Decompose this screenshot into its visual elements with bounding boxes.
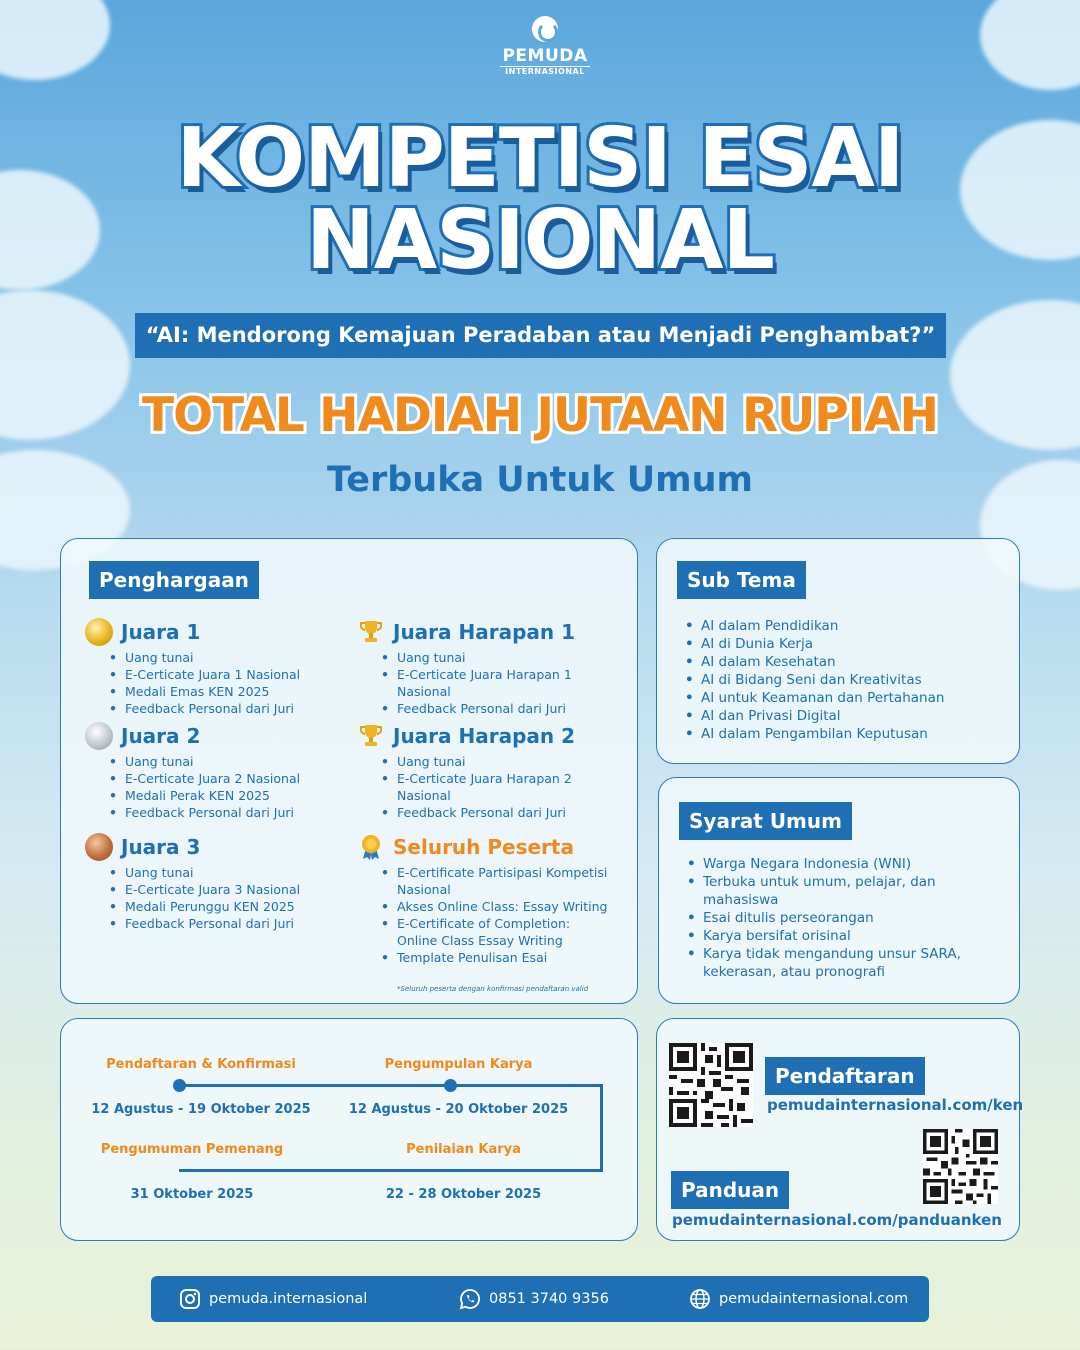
list-item: • Uang tunai: [379, 753, 609, 770]
list-item: • Terbuka untuk umum, pelajar, dan mahasiswa: [687, 873, 987, 909]
timeline-line: [600, 1084, 603, 1172]
list-item: • Karya bersifat orisinal: [687, 927, 987, 945]
globe-icon: [689, 1288, 711, 1310]
list-item: • E-Certicate Juara 2 Nasional: [107, 770, 345, 787]
trophy-icon: [357, 722, 385, 750]
links-card: [656, 1018, 1024, 1241]
timeline-step-label: Pengumuman Pemenang: [100, 1142, 284, 1157]
timeline-line: [179, 1084, 603, 1087]
list-item: • AI dalam Pengambilan Keputusan: [685, 725, 1005, 743]
registration-qr-code[interactable]: [669, 1043, 753, 1127]
list-item: • Uang tunai: [107, 649, 345, 666]
gold-medal-icon: [85, 618, 113, 646]
contact-footer: [151, 1276, 929, 1322]
list-item: • Medali Perak KEN 2025: [107, 787, 345, 804]
list-item: • Uang tunai: [107, 753, 345, 770]
list-item: • Uang tunai: [107, 864, 345, 881]
list-item: • Esai ditulis perseorangan: [687, 909, 987, 927]
awards-heading: Penghargaan: [89, 561, 259, 599]
guide-qr-code[interactable]: [923, 1129, 998, 1204]
list-item: • Karya tidak mengandung unsur SARA, kekerasan, atau pronografi: [687, 945, 987, 981]
silver-medal-icon: [85, 722, 113, 750]
award-title: Juara 2: [121, 724, 201, 748]
award-title: Juara Harapan 1: [393, 620, 576, 644]
list-item: • Medali Emas KEN 2025: [107, 683, 345, 700]
phone-contact[interactable]: [459, 1276, 609, 1322]
subtheme-heading: Sub Tema: [677, 561, 806, 599]
award-seluruh-peserta: [357, 832, 617, 966]
timeline-step-date: 31 Oktober 2025: [130, 1187, 254, 1202]
page-title-line2: NASIONAL: [306, 193, 774, 288]
award-title: Juara 1: [121, 620, 201, 644]
timeline-step-label: Pengumpulan Karya: [384, 1057, 533, 1072]
requirements-card: [658, 777, 1020, 1004]
list-item: • Feedback Personal dari Juri: [107, 915, 345, 932]
award-title: Juara Harapan 2: [393, 724, 576, 748]
list-item: • AI dan Privasi Digital: [685, 707, 1005, 725]
timeline-dot: [173, 1079, 186, 1092]
cloud-decoration: [0, 0, 110, 80]
list-item: • E-Certificate of Completion: Online Class Essay Writing: [379, 915, 609, 949]
instagram-contact[interactable]: [179, 1276, 367, 1322]
timeline-step-date: 12 Agustus - 20 Oktober 2025: [348, 1102, 569, 1117]
cloud-decoration: [980, 0, 1080, 90]
subtheme-card: [656, 538, 1020, 764]
timeline-card: [60, 1018, 638, 1241]
list-item: • Medali Perunggu KEN 2025: [107, 898, 345, 915]
list-item: • Feedback Personal dari Juri: [107, 700, 345, 717]
whatsapp-icon: [459, 1288, 481, 1310]
list-item: • AI dalam Kesehatan: [685, 653, 1005, 671]
award-harapan-1: [357, 617, 617, 717]
award-juara-1: [85, 617, 345, 717]
guide-label: Panduan: [671, 1171, 789, 1209]
timeline-step-label: Penilaian Karya: [406, 1142, 521, 1157]
list-item: • Feedback Personal dari Juri: [379, 700, 609, 717]
list-item: • AI di Bidang Seni dan Kreativitas: [685, 671, 1005, 689]
page-title-line1: KOMPETISI ESAI: [176, 111, 904, 206]
list-item: • E-Certicate Juara 3 Nasional: [107, 881, 345, 898]
award-juara-3: [85, 832, 345, 932]
theme-quote-banner: “AI: Mendorong Kemajuan Peradaban atau Menjadi Penghambat?”: [135, 313, 946, 358]
list-item: • E-Certicate Juara Harapan 1 Nasional: [379, 666, 609, 700]
timeline-step-date: 12 Agustus - 19 Oktober 2025: [91, 1102, 311, 1117]
bronze-medal-icon: [85, 833, 113, 861]
prize-headline: TOTAL HADIAH JUTAAN RUPIAH: [142, 388, 938, 443]
timeline-dot: [444, 1079, 457, 1092]
phone-number: 0851 3740 9356: [489, 1291, 609, 1307]
registration-link[interactable]: pemudainternasional.com/ken: [767, 1096, 1024, 1114]
brand-logo: [500, 16, 590, 76]
list-item: • AI di Dunia Kerja: [685, 635, 1005, 653]
website-url: pemudainternasional.com: [719, 1291, 909, 1307]
guide-link[interactable]: pemudainternasional.com/panduanken: [672, 1211, 1002, 1229]
timeline-step-date: 22 - 28 Oktober 2025: [385, 1187, 542, 1202]
list-item: • Uang tunai: [379, 649, 609, 666]
list-item: • Feedback Personal dari Juri: [379, 804, 609, 821]
award-harapan-2: [357, 721, 617, 821]
list-item: • Feedback Personal dari Juri: [107, 804, 345, 821]
brand-name: PEMUDA: [502, 46, 588, 66]
awards-footnote: *Seluruh peserta dengan konfirmasi pendaftaran valid: [397, 985, 589, 993]
trophy-icon: [357, 618, 385, 646]
award-title: Seluruh Peserta: [393, 835, 574, 859]
list-item: • Akses Online Class: Essay Writing: [379, 898, 609, 915]
list-item: • Warga Negara Indonesia (WNI): [687, 855, 987, 873]
website-contact[interactable]: [689, 1276, 908, 1322]
list-item: • E-Certificate Partisipasi Kompetisi Nasional: [379, 864, 609, 898]
timeline-step-label: Pendaftaran & Konfirmasi: [106, 1057, 296, 1072]
award-title: Juara 3: [121, 835, 201, 859]
globe-icon: [532, 16, 558, 42]
list-item: • Template Penulisan Esai: [379, 949, 609, 966]
award-juara-2: [85, 721, 345, 821]
brand-subname: INTERNASIONAL: [500, 66, 590, 76]
list-item: • E-Certicate Juara Harapan 2 Nasional: [379, 770, 609, 804]
requirements-heading: Syarat Umum: [679, 802, 852, 840]
instagram-handle: pemuda.internasional: [209, 1291, 368, 1307]
ribbon-badge-icon: [357, 833, 385, 861]
list-item: • E-Certicate Juara 1 Nasional: [107, 666, 345, 683]
registration-label: Pendaftaran: [765, 1057, 925, 1095]
list-item: • AI dalam Pendidikan: [685, 617, 1005, 635]
audience-text: Terbuka Untuk Umum: [327, 460, 753, 500]
list-item: • AI untuk Keamanan dan Pertahanan: [685, 689, 1005, 707]
timeline-line: [179, 1169, 603, 1172]
awards-card: [60, 538, 638, 1004]
instagram-icon: [179, 1288, 201, 1310]
